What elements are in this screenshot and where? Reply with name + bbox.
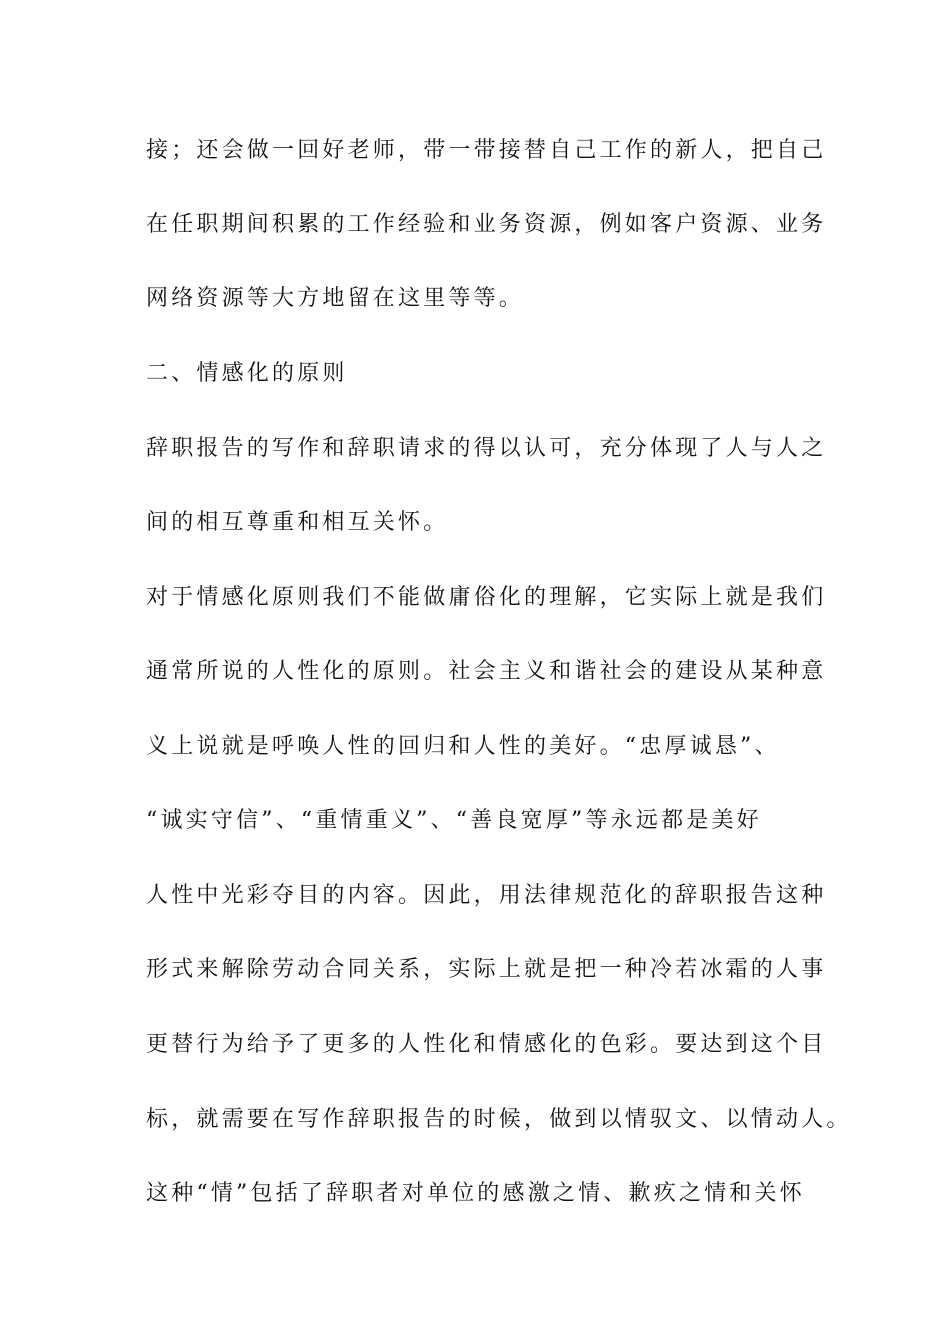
text-line: 辞职报告的写作和辞职请求的得以认可，充分体现了人与人之 [146, 436, 827, 461]
text-line: 通常所说的人性化的原则。社会主义和谐社会的建设从某种意 [146, 659, 827, 684]
text-line: “诚实守信”、“重情重义”、“善良宽厚”等永远都是美好 [146, 808, 762, 833]
text-line: 义上说就是呼唤人性的回归和人性的美好。“忠厚诚恳”、 [146, 734, 780, 759]
text-line: 网络资源等大方地留在这里等等。 [146, 286, 525, 311]
text-line: 人性中光彩夺目的内容。因此，用法律规范化的辞职报告这种 [146, 883, 827, 908]
text-line: 接；还会做一回好老师，带一带接替自己工作的新人，把自己 [146, 138, 827, 163]
text-line: 标，就需要在写作辞职报告的时候，做到以情驭文、以情动人。 [146, 1107, 852, 1132]
text-line: 这种“情”包括了辞职者对单位的感激之情、歉疚之情和关怀 [146, 1181, 805, 1206]
text-line: 更替行为给予了更多的人性化和情感化的色彩。要达到这个目 [146, 1032, 827, 1057]
text-line: 形式来解除劳动合同关系，实际上就是把一种冷若冰霜的人事 [146, 957, 827, 982]
text-line: 对于情感化原则我们不能做庸俗化的理解，它实际上就是我们 [146, 585, 827, 610]
text-line: 间的相互尊重和相互关怀。 [146, 510, 449, 535]
section-heading: 二、情感化的原则 [146, 361, 348, 386]
text-line: 在任职期间积累的工作经验和业务资源，例如客户资源、业务 [146, 212, 827, 237]
